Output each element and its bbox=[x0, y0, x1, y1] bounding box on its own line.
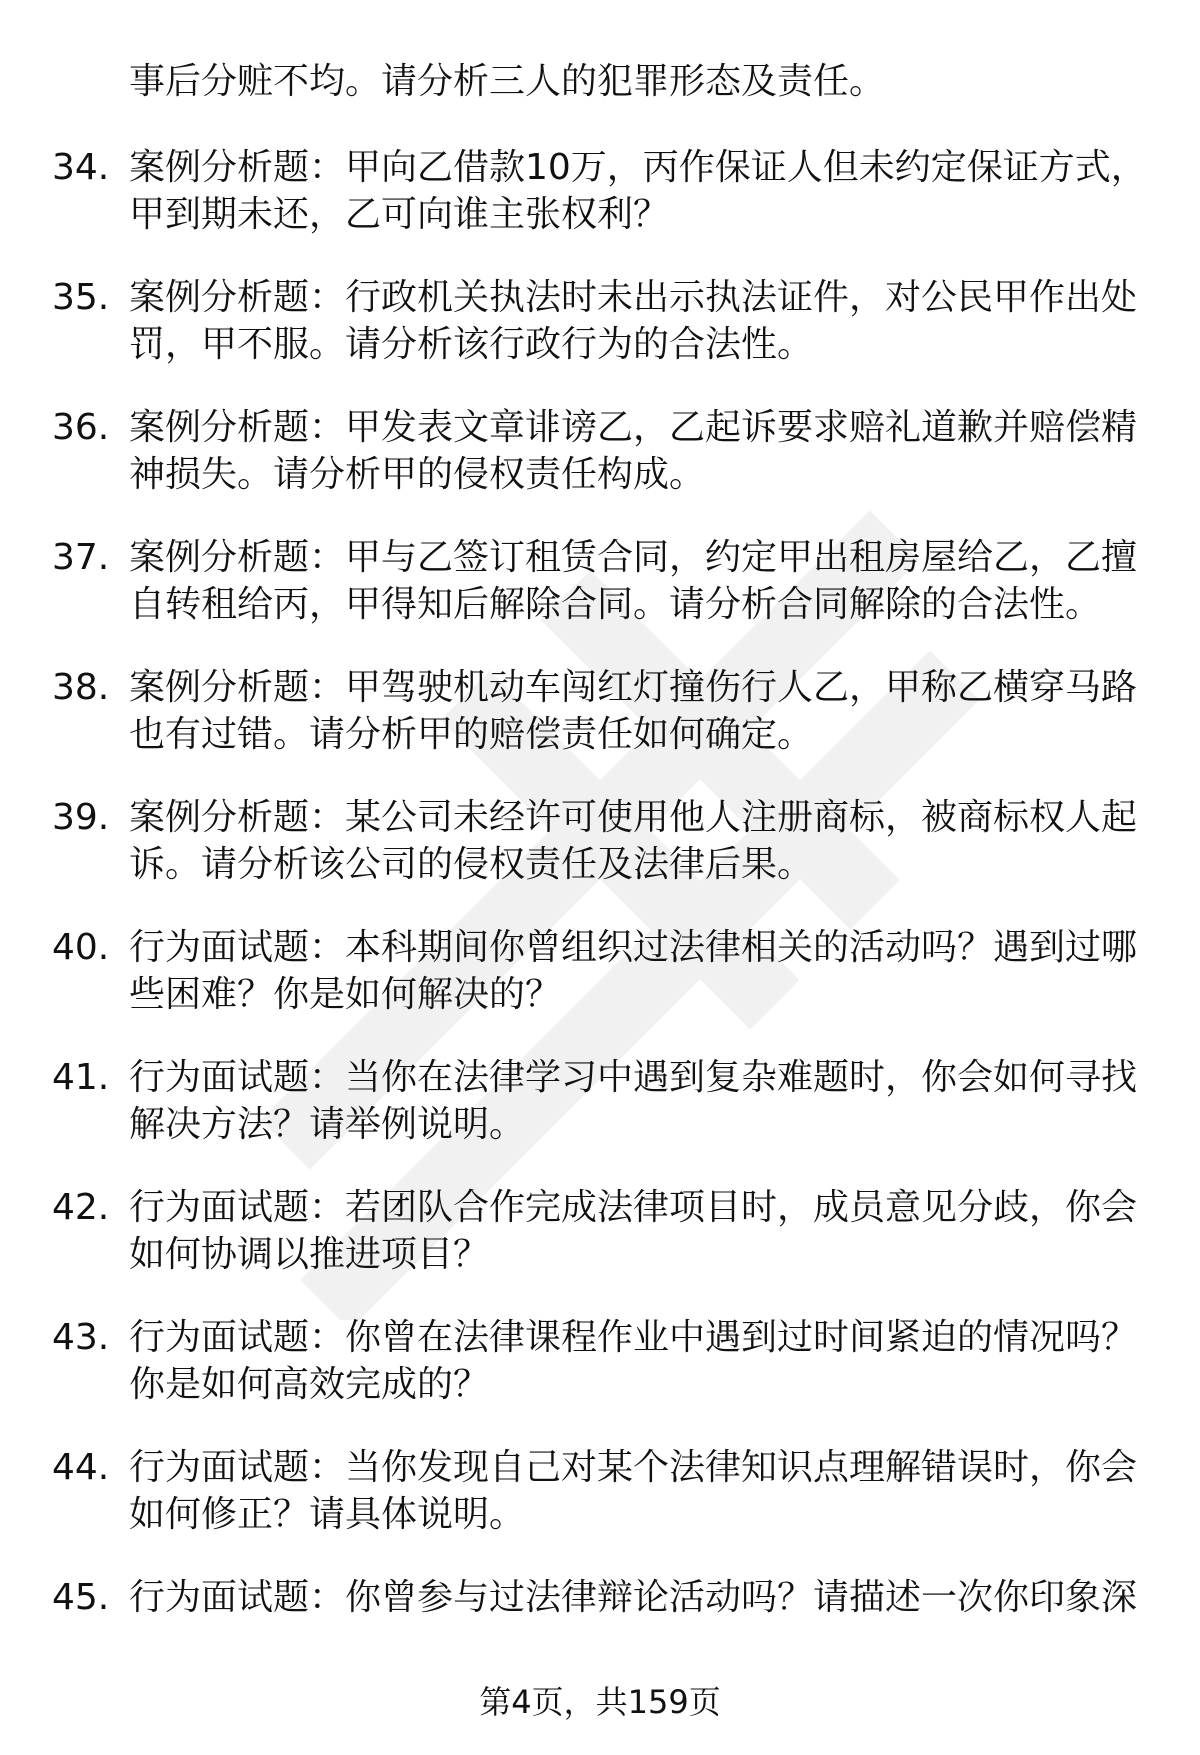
question-text-line: 如何修正？请具体说明。 bbox=[129, 1494, 526, 1535]
question-text-line: 些困难？你是如何解决的？ bbox=[129, 974, 562, 1015]
question-text-line: 如何协调以推进项目？ bbox=[129, 1234, 490, 1275]
question-number: 34. bbox=[52, 147, 110, 188]
question-number: 43. bbox=[52, 1317, 110, 1358]
continued-text: 事后分赃不均。请分析三人的犯罪形态及责任。 bbox=[129, 61, 886, 102]
question-item bbox=[0, 144, 1200, 274]
question-number: 37. bbox=[52, 537, 110, 578]
question-item bbox=[0, 664, 1200, 794]
question-text-line: 行为面试题：你曾在法律课程作业中遇到过时间紧迫的情况吗？ bbox=[129, 1317, 1138, 1358]
question-item bbox=[0, 794, 1200, 924]
question-number: 42. bbox=[52, 1187, 110, 1228]
question-text-line: 诉。请分析该公司的侵权责任及法律后果。 bbox=[129, 844, 814, 885]
question-number: 45. bbox=[52, 1577, 110, 1618]
question-text-line: 行为面试题：你曾参与过法律辩论活动吗？请描述一次你印象深 bbox=[129, 1577, 1138, 1618]
question-text-line: 你是如何高效完成的？ bbox=[129, 1364, 490, 1405]
question-number: 36. bbox=[52, 407, 110, 448]
question-text-line: 甲到期未还，乙可向谁主张权利？ bbox=[129, 194, 670, 235]
question-item bbox=[0, 1314, 1200, 1444]
question-item bbox=[0, 1184, 1200, 1314]
question-text-line: 行为面试题：当你发现自己对某个法律知识点理解错误时，你会 bbox=[129, 1447, 1138, 1488]
question-text-line: 案例分析题：行政机关执法时未出示执法证件，对公民甲作出处 bbox=[129, 277, 1138, 318]
question-number: 39. bbox=[52, 797, 110, 838]
question-text-line: 神损失。请分析甲的侵权责任构成。 bbox=[129, 454, 706, 495]
question-item bbox=[0, 924, 1200, 1054]
question-number: 44. bbox=[52, 1447, 110, 1488]
question-text-line: 也有过错。请分析甲的赔偿责任如何确定。 bbox=[129, 714, 814, 755]
question-list bbox=[0, 144, 1200, 1704]
question-text-line: 行为面试题：当你在法律学习中遇到复杂难题时，你会如何寻找 bbox=[129, 1057, 1138, 1098]
question-text-line: 案例分析题：甲向乙借款10万，丙作保证人但未约定保证方式， bbox=[129, 147, 1147, 188]
question-number: 35. bbox=[52, 277, 110, 318]
question-item bbox=[0, 404, 1200, 534]
question-number: 41. bbox=[52, 1057, 110, 1098]
question-text-line: 自转租给丙，甲得知后解除合同。请分析合同解除的合法性。 bbox=[129, 584, 1102, 625]
question-text-line: 行为面试题：本科期间你曾组织过法律相关的活动吗？遇到过哪 bbox=[129, 927, 1138, 968]
question-item bbox=[0, 1444, 1200, 1574]
question-text-line: 罚，甲不服。请分析该行政行为的合法性。 bbox=[129, 324, 814, 365]
question-item bbox=[0, 274, 1200, 404]
question-text-line: 解决方法？请举例说明。 bbox=[129, 1104, 526, 1145]
question-number: 38. bbox=[52, 667, 110, 708]
question-text-line: 案例分析题：甲发表文章诽谤乙，乙起诉要求赔礼道歉并赔偿精 bbox=[129, 407, 1138, 448]
question-text-line: 案例分析题：甲与乙签订租赁合同，约定甲出租房屋给乙，乙擅 bbox=[129, 537, 1138, 578]
question-item bbox=[0, 1054, 1200, 1184]
question-text-line: 案例分析题：某公司未经许可使用他人注册商标，被商标权人起 bbox=[129, 797, 1138, 838]
question-item bbox=[0, 534, 1200, 664]
page-number: 第4页，共159页 bbox=[479, 1683, 721, 1721]
question-text-line: 行为面试题：若团队合作完成法律项目时，成员意见分歧，你会 bbox=[129, 1187, 1138, 1228]
question-number: 40. bbox=[52, 927, 110, 968]
question-text-line: 案例分析题：甲驾驶机动车闯红灯撞伤行人乙，甲称乙横穿马路 bbox=[129, 667, 1138, 708]
